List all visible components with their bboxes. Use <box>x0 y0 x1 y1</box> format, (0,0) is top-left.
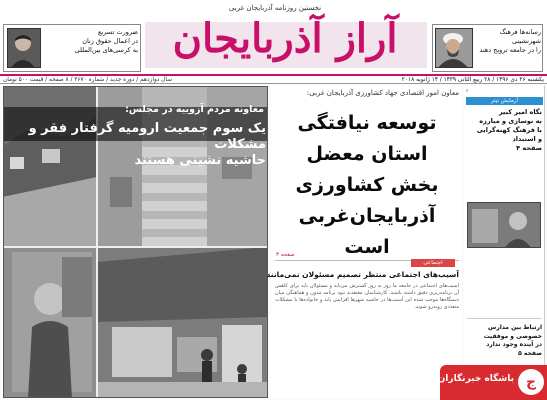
right-corner-teaser[interactable] <box>432 24 543 72</box>
right-column-story-2[interactable]: ارتباط بین مدارس خصوصی و موفقیت در آینده وجود ندارد صفحه ۵ <box>483 324 542 357</box>
issue-info: سال دوازدهم / دوره جدید / شماره ۳۶۷۰ / ۸ صفحه / قیمت ۵۰۰ تومان <box>3 77 173 83</box>
lead-story-page-ref: صفحه ۳ <box>276 252 295 258</box>
agency-logo-icon: ج <box>518 369 544 395</box>
newspaper-title: آراز آذربایجان <box>172 15 398 62</box>
news-agency-watermark <box>437 365 547 400</box>
right-column-story-1[interactable]: نگاه امیر کبیر به نوسازی و مبارزه با فرهنگ کهنه‌گرایی و استبداد صفحه ۴ <box>476 108 542 152</box>
left-corner-teaser[interactable] <box>3 24 141 72</box>
photo-story-headline[interactable]: یک سوم جمعیت اروميه گرفتار فقر و مشکلات حاشیه نشینی هستند <box>28 121 266 168</box>
left-corner-text: ضرورت تسریع در اعمال حقوق زنان به کرسی‌های بین‌المللی <box>74 28 138 54</box>
photo-story-kicker: معاونه مردم آزوییه در مجلس: <box>125 104 264 115</box>
column-ref: ۲ <box>466 89 469 94</box>
lead-story[interactable] <box>266 86 461 398</box>
lead-story-kicker: معاون امور اقتصادی جهاد کشاورزی آذربایجان غربی: <box>306 89 459 97</box>
masthead <box>0 0 547 74</box>
lead-story-headline[interactable]: توسعه نیافتگی استان معضل بخش کشاورزی آذربایجان‌غربی است <box>295 112 439 258</box>
photo-story[interactable] <box>3 86 268 398</box>
teaser-photo <box>435 28 473 68</box>
right-column <box>464 86 545 398</box>
dateline-bar <box>0 74 547 84</box>
social-story-body: آسیب‌های اجتماعی در جامعه ما روز به روز گسترش می‌یابد و مسئولان باید برای کاهش آن برنامه‌ریزی دقیق داشته باشند. کارشناسان معتقدند نبود برنامه مدون و هماهنگی میان دستگاه‌ها موجب شده این آسیب‌ها در حاشیه شهرها افزایش یابد و خانواده‌ها با مشکلات متعددی روبه‌رو شوند. <box>275 283 459 310</box>
right-column-photo <box>467 202 541 248</box>
watermark-text: باشگاه خبرنگاران <box>437 374 514 384</box>
right-corner-text: رسانه‌ها فرهنگ شهرنشینی را در جامعه ترویج دهند <box>479 28 541 54</box>
section-badge: آزمایش تیتر <box>466 97 543 105</box>
social-story-headline[interactable]: آسیب‌های اجتماعی منتظر تصمیم مسئولان نمی‌مانند <box>266 270 459 279</box>
divider <box>467 318 542 319</box>
issue-date: یکشنبه ۲۶ دی ۱۳۹۶ / ۲۸ ربیع الثانی ۱۴۳۹ / ۱۴ ژانویه ۲۰۱۸ <box>401 77 544 83</box>
section-badge-social: اجتماعی <box>411 259 455 267</box>
teaser-photo <box>7 28 41 68</box>
masthead-tagline: نخستین روزنامه آذربایجان غربی <box>228 4 322 12</box>
